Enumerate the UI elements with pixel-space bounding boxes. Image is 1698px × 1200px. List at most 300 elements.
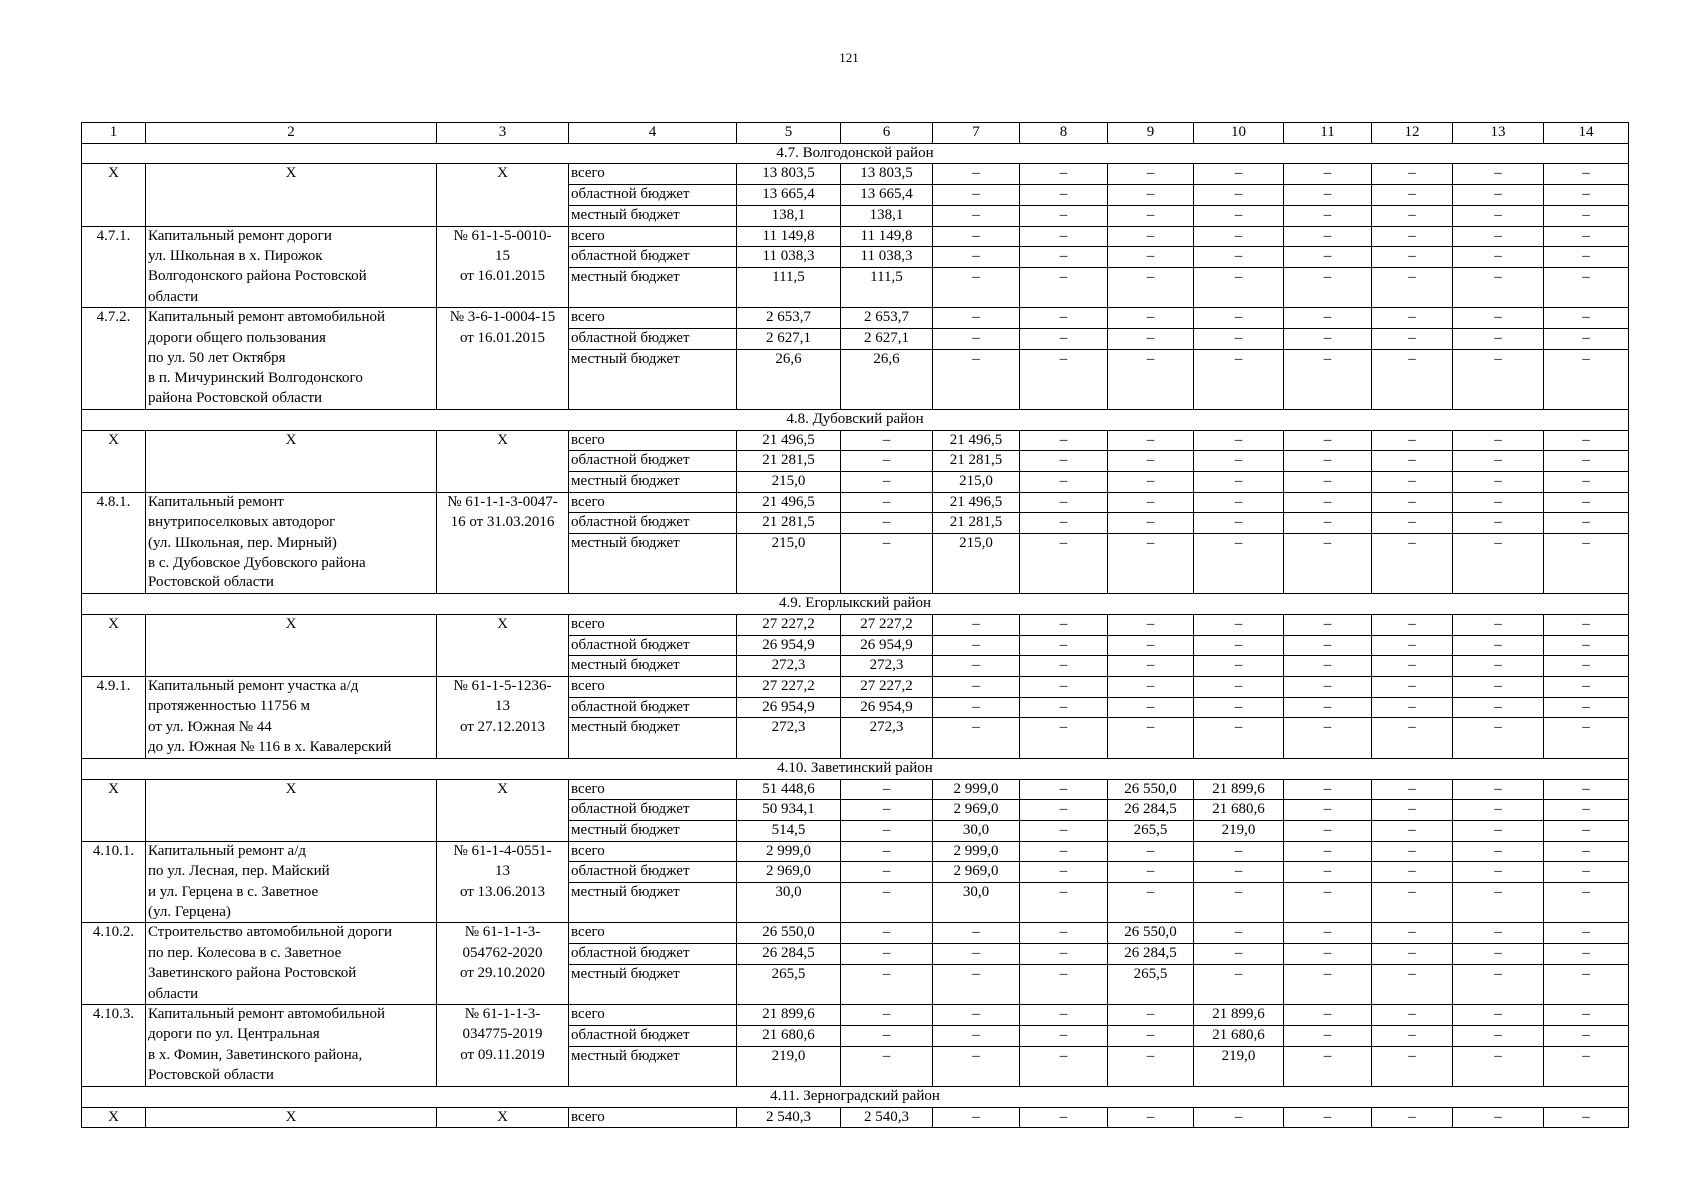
item-number bbox=[82, 185, 146, 206]
document-number bbox=[437, 985, 569, 1005]
document-number bbox=[437, 820, 569, 841]
item-number bbox=[82, 329, 146, 350]
amount-cell: – bbox=[1020, 164, 1108, 185]
amount-cell: – bbox=[1284, 205, 1372, 226]
amount-cell: – bbox=[1453, 308, 1544, 329]
amount-cell: – bbox=[1284, 492, 1372, 513]
item-row bbox=[82, 862, 1629, 883]
item-name bbox=[146, 656, 437, 677]
empty-cell bbox=[1194, 389, 1284, 409]
document-number: от 16.01.2015 bbox=[437, 329, 569, 350]
item-number bbox=[82, 573, 146, 593]
item-row bbox=[82, 738, 1629, 758]
amount-cell: – bbox=[1372, 883, 1453, 903]
amount-cell: – bbox=[841, 964, 933, 984]
column-number: 8 bbox=[1020, 123, 1108, 144]
empty-cell bbox=[569, 573, 737, 593]
amount-cell: – bbox=[1020, 944, 1108, 965]
item-number bbox=[82, 513, 146, 534]
funding-source: областной бюджет bbox=[569, 185, 737, 206]
empty-cell bbox=[1284, 389, 1372, 409]
document-number bbox=[437, 288, 569, 308]
amount-cell: – bbox=[1544, 676, 1629, 697]
document-number: от 13.06.2013 bbox=[437, 883, 569, 903]
amount-cell: – bbox=[1544, 349, 1629, 369]
amount-cell: – bbox=[1453, 862, 1544, 883]
amount-cell: 13 665,4 bbox=[737, 185, 841, 206]
item-name: от ул. Южная № 44 bbox=[146, 718, 437, 738]
amount-cell: – bbox=[841, 534, 933, 554]
amount-cell: 21 680,6 bbox=[1194, 1025, 1284, 1046]
item-name bbox=[146, 635, 437, 656]
item-name: Капитальный ремонт автомобильной bbox=[146, 1005, 437, 1026]
amount-cell: – bbox=[1108, 267, 1194, 287]
amount-cell: – bbox=[1453, 944, 1544, 965]
amount-cell: 21 680,6 bbox=[737, 1025, 841, 1046]
item-number bbox=[82, 862, 146, 883]
column-number-row bbox=[82, 123, 1629, 144]
empty-cell bbox=[1194, 985, 1284, 1005]
amount-cell: – bbox=[1020, 430, 1108, 451]
item-number bbox=[82, 697, 146, 718]
item-number bbox=[82, 369, 146, 389]
amount-cell: – bbox=[933, 944, 1020, 965]
empty-cell bbox=[569, 1066, 737, 1086]
amount-cell: – bbox=[1284, 820, 1372, 841]
item-name: области bbox=[146, 985, 437, 1005]
section-heading: 4.10. Заветинский район bbox=[82, 758, 1629, 779]
amount-cell: – bbox=[1453, 226, 1544, 247]
amount-cell: – bbox=[1544, 697, 1629, 718]
amount-cell: 2 999,0 bbox=[737, 841, 841, 862]
amount-cell: – bbox=[1284, 513, 1372, 534]
summary-row bbox=[82, 614, 1629, 635]
funding-source: местный бюджет bbox=[569, 718, 737, 738]
amount-cell: – bbox=[1194, 534, 1284, 554]
amount-cell: – bbox=[1284, 164, 1372, 185]
empty-cell bbox=[933, 903, 1020, 923]
amount-cell: 21 899,6 bbox=[737, 1005, 841, 1026]
amount-cell: – bbox=[1544, 718, 1629, 738]
empty-cell bbox=[569, 985, 737, 1005]
amount-cell: – bbox=[933, 923, 1020, 944]
empty-cell bbox=[1453, 903, 1544, 923]
amount-cell: – bbox=[1194, 923, 1284, 944]
item-number bbox=[82, 800, 146, 821]
empty-cell bbox=[737, 288, 841, 308]
funding-source: всего bbox=[569, 1005, 737, 1026]
amount-cell: – bbox=[1372, 349, 1453, 369]
amount-cell: – bbox=[1544, 205, 1629, 226]
amount-cell: – bbox=[1372, 534, 1453, 554]
column-number: 9 bbox=[1108, 123, 1194, 144]
amount-cell: – bbox=[1194, 492, 1284, 513]
amount-cell: – bbox=[1194, 164, 1284, 185]
amount-cell: – bbox=[1544, 614, 1629, 635]
document-number bbox=[437, 738, 569, 758]
amount-cell: – bbox=[1544, 513, 1629, 534]
empty-cell bbox=[1372, 389, 1453, 409]
amount-cell: – bbox=[1544, 1025, 1629, 1046]
amount-cell: – bbox=[1108, 862, 1194, 883]
amount-cell: – bbox=[1544, 451, 1629, 472]
funding-source: местный бюджет bbox=[569, 1046, 737, 1066]
empty-cell bbox=[1020, 985, 1108, 1005]
item-number bbox=[82, 944, 146, 965]
document-number: № 61-1-1-3-0047- bbox=[437, 492, 569, 513]
item-name: X bbox=[146, 430, 437, 451]
amount-cell: 272,3 bbox=[841, 718, 933, 738]
amount-cell: 2 969,0 bbox=[737, 862, 841, 883]
amount-cell: – bbox=[933, 964, 1020, 984]
item-number bbox=[82, 267, 146, 287]
empty-cell bbox=[1284, 903, 1372, 923]
amount-cell: – bbox=[1453, 1005, 1544, 1026]
section-heading: 4.9. Егорлыкский район bbox=[82, 594, 1629, 615]
empty-cell bbox=[737, 554, 841, 574]
amount-cell: – bbox=[1108, 226, 1194, 247]
item-name: X bbox=[146, 164, 437, 185]
amount-cell: 111,5 bbox=[841, 267, 933, 287]
amount-cell: – bbox=[1108, 718, 1194, 738]
amount-cell: – bbox=[1194, 451, 1284, 472]
summary-row bbox=[82, 430, 1629, 451]
column-number: 11 bbox=[1284, 123, 1372, 144]
table-body bbox=[82, 123, 1629, 1128]
funding-source: областной бюджет bbox=[569, 451, 737, 472]
item-row bbox=[82, 288, 1629, 308]
document-number bbox=[437, 1066, 569, 1086]
column-number: 12 bbox=[1372, 123, 1453, 144]
amount-cell: 2 540,3 bbox=[737, 1107, 841, 1128]
amount-cell: 2 627,1 bbox=[841, 329, 933, 350]
amount-cell: – bbox=[841, 820, 933, 841]
amount-cell: – bbox=[1194, 247, 1284, 268]
empty-cell bbox=[933, 573, 1020, 593]
document-number: 054762-2020 bbox=[437, 944, 569, 965]
amount-cell: – bbox=[1372, 841, 1453, 862]
item-name: дороги общего пользования bbox=[146, 329, 437, 350]
empty-cell bbox=[1372, 903, 1453, 923]
amount-cell: – bbox=[1372, 779, 1453, 800]
funding-source: местный бюджет bbox=[569, 205, 737, 226]
amount-cell: 2 999,0 bbox=[933, 779, 1020, 800]
item-name: по пер. Колесова в с. Заветное bbox=[146, 944, 437, 965]
item-number bbox=[82, 718, 146, 738]
funding-source: местный бюджет bbox=[569, 820, 737, 841]
amount-cell: – bbox=[1544, 1046, 1629, 1066]
amount-cell: – bbox=[1194, 697, 1284, 718]
section-heading: 4.7. Волгодонской район bbox=[82, 143, 1629, 164]
amount-cell: – bbox=[1020, 451, 1108, 472]
section-row bbox=[82, 594, 1629, 615]
amount-cell: – bbox=[1194, 430, 1284, 451]
summary-row bbox=[82, 820, 1629, 841]
amount-cell: 11 149,8 bbox=[841, 226, 933, 247]
amount-cell: – bbox=[1453, 349, 1544, 369]
empty-cell bbox=[569, 554, 737, 574]
item-name: ул. Школьная в х. Пирожок bbox=[146, 247, 437, 268]
item-number bbox=[82, 985, 146, 1005]
amount-cell: – bbox=[1453, 513, 1544, 534]
amount-cell: – bbox=[1108, 1107, 1194, 1128]
empty-cell bbox=[1544, 903, 1629, 923]
amount-cell: 21 281,5 bbox=[933, 513, 1020, 534]
amount-cell: – bbox=[1194, 718, 1284, 738]
amount-cell: – bbox=[1544, 964, 1629, 984]
empty-cell bbox=[933, 369, 1020, 389]
funding-source: областной бюджет bbox=[569, 862, 737, 883]
amount-cell: 13 803,5 bbox=[841, 164, 933, 185]
item-name bbox=[146, 185, 437, 206]
empty-cell bbox=[1108, 369, 1194, 389]
item-row bbox=[82, 267, 1629, 287]
item-row bbox=[82, 492, 1629, 513]
item-number bbox=[82, 247, 146, 268]
amount-cell: – bbox=[1453, 1025, 1544, 1046]
funding-source: всего bbox=[569, 676, 737, 697]
amount-cell: – bbox=[1020, 247, 1108, 268]
amount-cell: – bbox=[1372, 1107, 1453, 1128]
funding-source: всего bbox=[569, 226, 737, 247]
item-name: Капитальный ремонт автомобильной bbox=[146, 308, 437, 329]
summary-row bbox=[82, 471, 1629, 492]
empty-cell bbox=[1284, 985, 1372, 1005]
amount-cell: – bbox=[1453, 883, 1544, 903]
item-number bbox=[82, 738, 146, 758]
amount-cell: – bbox=[1020, 1046, 1108, 1066]
item-row bbox=[82, 226, 1629, 247]
amount-cell: – bbox=[1108, 492, 1194, 513]
amount-cell: – bbox=[1020, 329, 1108, 350]
empty-cell bbox=[1020, 903, 1108, 923]
amount-cell: – bbox=[1194, 883, 1284, 903]
amount-cell: – bbox=[933, 1005, 1020, 1026]
amount-cell: – bbox=[1194, 862, 1284, 883]
amount-cell: – bbox=[1108, 1025, 1194, 1046]
document-number: от 09.11.2019 bbox=[437, 1046, 569, 1066]
item-row bbox=[82, 1066, 1629, 1086]
amount-cell: – bbox=[1372, 718, 1453, 738]
item-number bbox=[82, 554, 146, 574]
funding-source: местный бюджет bbox=[569, 656, 737, 677]
amount-cell: – bbox=[933, 185, 1020, 206]
amount-cell: – bbox=[1194, 944, 1284, 965]
amount-cell: – bbox=[1020, 308, 1108, 329]
amount-cell: – bbox=[1453, 492, 1544, 513]
amount-cell: – bbox=[1194, 656, 1284, 677]
amount-cell: – bbox=[1544, 1107, 1629, 1128]
amount-cell: – bbox=[1020, 534, 1108, 554]
amount-cell: 272,3 bbox=[737, 656, 841, 677]
item-number: 4.10.2. bbox=[82, 923, 146, 944]
amount-cell: – bbox=[1372, 964, 1453, 984]
amount-cell: – bbox=[1372, 1046, 1453, 1066]
amount-cell: – bbox=[1284, 800, 1372, 821]
empty-cell bbox=[1544, 369, 1629, 389]
amount-cell: 215,0 bbox=[737, 471, 841, 492]
amount-cell: – bbox=[1544, 841, 1629, 862]
funding-source: всего bbox=[569, 1107, 737, 1128]
amount-cell: – bbox=[1372, 800, 1453, 821]
empty-cell bbox=[737, 1066, 841, 1086]
item-number bbox=[82, 903, 146, 923]
amount-cell: 2 653,7 bbox=[737, 308, 841, 329]
amount-cell: 26 284,5 bbox=[1108, 944, 1194, 965]
amount-cell: – bbox=[841, 430, 933, 451]
empty-cell bbox=[1544, 985, 1629, 1005]
amount-cell: – bbox=[1108, 697, 1194, 718]
amount-cell: – bbox=[1544, 635, 1629, 656]
empty-cell bbox=[1544, 554, 1629, 574]
amount-cell: – bbox=[933, 635, 1020, 656]
amount-cell: – bbox=[1020, 820, 1108, 841]
empty-cell bbox=[933, 389, 1020, 409]
empty-cell bbox=[569, 389, 737, 409]
summary-row bbox=[82, 779, 1629, 800]
empty-cell bbox=[1453, 573, 1544, 593]
amount-cell: 111,5 bbox=[737, 267, 841, 287]
amount-cell: – bbox=[1020, 800, 1108, 821]
amount-cell: – bbox=[1020, 614, 1108, 635]
amount-cell: 11 038,3 bbox=[737, 247, 841, 268]
item-number: X bbox=[82, 779, 146, 800]
amount-cell: – bbox=[1284, 841, 1372, 862]
amount-cell: – bbox=[1020, 267, 1108, 287]
amount-cell: – bbox=[1372, 205, 1453, 226]
item-number: 4.8.1. bbox=[82, 492, 146, 513]
amount-cell: – bbox=[1284, 676, 1372, 697]
item-name: по ул. 50 лет Октября bbox=[146, 349, 437, 369]
amount-cell: – bbox=[1020, 923, 1108, 944]
empty-cell bbox=[1108, 554, 1194, 574]
column-number: 14 bbox=[1544, 123, 1629, 144]
document-number bbox=[437, 534, 569, 554]
amount-cell: 26 550,0 bbox=[1108, 923, 1194, 944]
amount-cell: – bbox=[1284, 614, 1372, 635]
amount-cell: – bbox=[1372, 697, 1453, 718]
amount-cell: – bbox=[1453, 430, 1544, 451]
amount-cell: – bbox=[1453, 676, 1544, 697]
empty-cell bbox=[1020, 1066, 1108, 1086]
amount-cell: – bbox=[1108, 164, 1194, 185]
empty-cell bbox=[1453, 1066, 1544, 1086]
item-row bbox=[82, 389, 1629, 409]
document-number: от 29.10.2020 bbox=[437, 964, 569, 984]
amount-cell: – bbox=[1284, 883, 1372, 903]
empty-cell bbox=[1194, 369, 1284, 389]
funding-source: областной бюджет bbox=[569, 697, 737, 718]
amount-cell: – bbox=[1544, 944, 1629, 965]
amount-cell: – bbox=[1020, 697, 1108, 718]
document-number: X bbox=[437, 430, 569, 451]
amount-cell: – bbox=[1544, 185, 1629, 206]
amount-cell: – bbox=[1544, 923, 1629, 944]
amount-cell: – bbox=[1284, 329, 1372, 350]
empty-cell bbox=[737, 738, 841, 758]
amount-cell: – bbox=[933, 1107, 1020, 1128]
empty-cell bbox=[1194, 903, 1284, 923]
item-name: Капитальный ремонт участка а/д bbox=[146, 676, 437, 697]
amount-cell: 11 038,3 bbox=[841, 247, 933, 268]
amount-cell: – bbox=[1020, 964, 1108, 984]
empty-cell bbox=[1020, 554, 1108, 574]
item-row bbox=[82, 718, 1629, 738]
item-number: X bbox=[82, 164, 146, 185]
amount-cell: – bbox=[1453, 841, 1544, 862]
item-name: X bbox=[146, 779, 437, 800]
empty-cell bbox=[737, 985, 841, 1005]
empty-cell bbox=[1372, 573, 1453, 593]
amount-cell: – bbox=[933, 718, 1020, 738]
funding-source: областной бюджет bbox=[569, 635, 737, 656]
document-number: № 3-6-1-0004-15 bbox=[437, 308, 569, 329]
amount-cell: – bbox=[1020, 635, 1108, 656]
amount-cell: – bbox=[841, 841, 933, 862]
amount-cell: 265,5 bbox=[1108, 820, 1194, 841]
empty-cell bbox=[1020, 389, 1108, 409]
amount-cell: – bbox=[1020, 185, 1108, 206]
item-row bbox=[82, 841, 1629, 862]
funding-source: всего bbox=[569, 492, 737, 513]
amount-cell: – bbox=[1372, 308, 1453, 329]
document-number bbox=[437, 800, 569, 821]
amount-cell: – bbox=[1108, 614, 1194, 635]
amount-cell: – bbox=[1453, 205, 1544, 226]
amount-cell: 13 665,4 bbox=[841, 185, 933, 206]
document-number: № 61-1-1-3- bbox=[437, 923, 569, 944]
amount-cell: – bbox=[1284, 534, 1372, 554]
empty-cell bbox=[1284, 573, 1372, 593]
amount-cell: 272,3 bbox=[841, 656, 933, 677]
empty-cell bbox=[1453, 985, 1544, 1005]
amount-cell: – bbox=[1284, 451, 1372, 472]
amount-cell: – bbox=[933, 656, 1020, 677]
amount-cell: – bbox=[1108, 471, 1194, 492]
document-number bbox=[437, 205, 569, 226]
amount-cell: 21 496,5 bbox=[737, 430, 841, 451]
amount-cell: – bbox=[1284, 718, 1372, 738]
empty-cell bbox=[1372, 738, 1453, 758]
document-number bbox=[437, 185, 569, 206]
item-row bbox=[82, 676, 1629, 697]
amount-cell: 30,0 bbox=[737, 883, 841, 903]
item-row bbox=[82, 308, 1629, 329]
amount-cell: – bbox=[1544, 308, 1629, 329]
item-number bbox=[82, 635, 146, 656]
item-number: X bbox=[82, 614, 146, 635]
amount-cell: – bbox=[1020, 205, 1108, 226]
summary-row bbox=[82, 451, 1629, 472]
amount-cell: – bbox=[933, 614, 1020, 635]
amount-cell: – bbox=[1108, 185, 1194, 206]
amount-cell: – bbox=[1194, 226, 1284, 247]
amount-cell: 50 934,1 bbox=[737, 800, 841, 821]
item-name: в х. Фомин, Заветинского района, bbox=[146, 1046, 437, 1066]
amount-cell: – bbox=[1544, 267, 1629, 287]
amount-cell: 21 281,5 bbox=[737, 451, 841, 472]
empty-cell bbox=[1194, 554, 1284, 574]
amount-cell: – bbox=[1284, 430, 1372, 451]
empty-cell bbox=[1453, 389, 1544, 409]
amount-cell: 26,6 bbox=[841, 349, 933, 369]
item-name: в с. Дубовское Дубовского района bbox=[146, 554, 437, 574]
document-number: 13 bbox=[437, 697, 569, 718]
empty-cell bbox=[737, 903, 841, 923]
amount-cell: – bbox=[841, 944, 933, 965]
document-number: X bbox=[437, 779, 569, 800]
amount-cell: – bbox=[1544, 492, 1629, 513]
